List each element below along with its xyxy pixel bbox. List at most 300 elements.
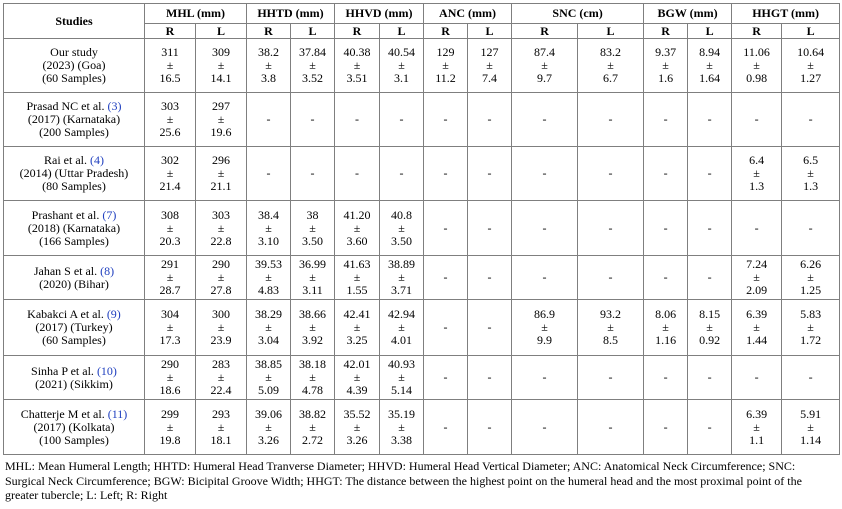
value-cell <box>424 39 468 93</box>
value-text: 83.2 <box>600 45 622 59</box>
plus-minus-sign: ± <box>353 58 361 72</box>
value-cell <box>512 147 578 201</box>
value-text: 1.55 <box>346 283 368 297</box>
value-text: 299 <box>161 406 179 421</box>
value-text: 0.92 <box>699 333 721 347</box>
value-text: 2.72 <box>302 432 323 447</box>
value-cell <box>380 400 424 455</box>
value-text: - <box>542 112 547 126</box>
value-text: 1.6 <box>658 71 674 85</box>
plus-minus-sign: ± <box>398 270 405 284</box>
value-cell <box>644 201 688 256</box>
study-cell <box>4 147 145 201</box>
reference-link[interactable]: (7) <box>102 207 117 222</box>
value-cell <box>335 39 380 93</box>
value-cell <box>782 256 840 300</box>
header-side: R <box>512 24 578 39</box>
value-cell <box>335 300 380 356</box>
value-text: 311 <box>161 45 179 59</box>
plus-minus-sign: ± <box>265 220 272 235</box>
value-cell <box>782 39 840 93</box>
value-cell <box>512 356 578 400</box>
reference-link[interactable]: (10) <box>96 363 117 378</box>
value-cell <box>335 256 380 300</box>
value-text: 1.72 <box>800 333 822 347</box>
value-cell <box>424 400 468 455</box>
value-text: 6.4 <box>749 153 765 167</box>
table-row <box>4 400 840 455</box>
value-text: 1.3 <box>803 179 819 193</box>
value-text: 35.19 <box>388 406 416 421</box>
plus-minus-sign: ± <box>309 320 316 334</box>
value-cell <box>247 300 291 356</box>
value-text: - <box>808 112 813 126</box>
value-text: - <box>707 370 712 384</box>
value-text: - <box>707 220 712 235</box>
value-text: 16.5 <box>159 71 181 85</box>
value-cell <box>578 39 644 93</box>
header-side: L <box>782 24 840 39</box>
value-text: 18.1 <box>210 432 232 447</box>
header-side: R <box>247 24 291 39</box>
header-group: MHL (mm) <box>145 4 247 24</box>
plus-minus-sign: ± <box>265 58 272 72</box>
value-cell <box>782 356 840 400</box>
plus-minus-sign: ± <box>353 419 361 434</box>
value-text: - <box>399 166 404 180</box>
value-cell <box>644 93 688 147</box>
value-cell <box>424 300 468 356</box>
study-text: Sinha P et al. <box>31 363 97 378</box>
value-text: 21.4 <box>159 179 181 193</box>
value-cell <box>782 93 840 147</box>
value-text: 40.8 <box>391 207 413 222</box>
table-row <box>4 147 840 201</box>
value-text: - <box>707 270 712 284</box>
value-text: - <box>608 220 613 235</box>
value-cell <box>688 256 732 300</box>
value-text: 20.3 <box>159 233 181 248</box>
value-text: 1.27 <box>800 71 822 85</box>
study-cell <box>4 201 145 256</box>
plus-minus-sign: ± <box>662 320 669 334</box>
value-text: 3.26 <box>346 432 368 447</box>
value-cell <box>247 256 291 300</box>
plus-minus-sign: ± <box>217 419 225 434</box>
value-text: - <box>443 270 448 284</box>
value-cell <box>578 201 644 256</box>
header-group: HHVD (mm) <box>335 4 424 24</box>
plus-minus-sign: ± <box>166 220 174 235</box>
study-line <box>4 235 144 248</box>
value-text: 296 <box>212 153 230 167</box>
study-line <box>4 378 144 391</box>
study-text: (100 Samples) <box>39 432 109 447</box>
value-text: 303 <box>161 99 179 113</box>
study-text: (2014) (Uttar Pradesh) <box>19 166 129 180</box>
reference-link[interactable]: (4) <box>89 153 104 167</box>
value-text: 302 <box>161 153 179 167</box>
value-text: 3.71 <box>391 283 413 297</box>
value-text: 42.01 <box>343 357 371 371</box>
header-side: L <box>688 24 732 39</box>
value-cell <box>335 93 380 147</box>
value-cell <box>732 400 782 455</box>
plus-minus-sign: ± <box>217 220 225 235</box>
plus-minus-sign: ± <box>753 320 760 334</box>
value-text: 1.16 <box>655 333 677 347</box>
value-cell <box>196 300 247 356</box>
study-text: Kabakci A et al. <box>27 307 107 321</box>
value-cell <box>145 356 196 400</box>
value-text: - <box>487 220 492 235</box>
header-side: L <box>578 24 644 39</box>
value-text: 11.06 <box>743 45 770 59</box>
table-row <box>4 93 840 147</box>
value-text: 38.4 <box>258 207 279 222</box>
value-cell <box>424 147 468 201</box>
value-text: 8.94 <box>699 45 721 59</box>
value-text: 37.84 <box>299 45 326 59</box>
value-text: 290 <box>161 357 179 371</box>
value-text: 22.8 <box>210 233 232 248</box>
value-text: - <box>542 419 547 434</box>
value-cell <box>196 256 247 300</box>
value-text: - <box>808 220 813 235</box>
value-cell <box>644 256 688 300</box>
value-cell <box>145 300 196 356</box>
value-cell <box>688 300 732 356</box>
plus-minus-sign: ± <box>807 166 814 180</box>
plus-minus-sign: ± <box>541 320 548 334</box>
value-text: 38.89 <box>388 257 416 271</box>
value-text: 8.06 <box>655 307 677 321</box>
header-row-groups <box>4 4 840 24</box>
value-text: 14.1 <box>210 71 232 85</box>
value-cell <box>424 93 468 147</box>
value-text: 3.1 <box>394 71 410 85</box>
value-cell <box>468 356 512 400</box>
value-cell <box>380 147 424 201</box>
value-cell <box>424 201 468 256</box>
header-group: BGW (mm) <box>644 4 732 24</box>
value-cell <box>468 256 512 300</box>
value-cell <box>247 147 291 201</box>
value-cell <box>688 147 732 201</box>
value-cell <box>247 93 291 147</box>
value-cell <box>196 356 247 400</box>
value-text: - <box>443 370 448 384</box>
plus-minus-sign: ± <box>706 320 713 334</box>
value-text: 127 <box>480 45 499 59</box>
study-cell <box>4 93 145 147</box>
plus-minus-sign: ± <box>753 270 760 284</box>
study-text: (2020) (Bihar) <box>39 276 109 291</box>
value-text: - <box>754 370 759 384</box>
study-text: (166 Samples) <box>39 233 109 248</box>
study-text: (2017) (Kolkata) <box>33 419 115 434</box>
value-cell <box>380 93 424 147</box>
value-cell <box>291 400 335 455</box>
value-text: 3.04 <box>258 333 279 347</box>
value-text: 40.54 <box>388 45 416 59</box>
value-cell <box>380 300 424 356</box>
plus-minus-sign: ± <box>265 320 272 334</box>
value-text: - <box>355 112 360 126</box>
plus-minus-sign: ± <box>398 58 405 72</box>
plus-minus-sign: ± <box>309 270 316 284</box>
value-cell <box>512 201 578 256</box>
value-cell <box>732 39 782 93</box>
plus-minus-sign: ± <box>217 58 225 72</box>
value-text: 1.14 <box>800 432 822 447</box>
plus-minus-sign: ± <box>309 370 316 384</box>
value-text: 1.1 <box>749 432 765 447</box>
plus-minus-sign: ± <box>353 270 361 284</box>
value-cell <box>578 356 644 400</box>
value-cell <box>291 300 335 356</box>
plus-minus-sign: ± <box>166 58 174 72</box>
value-cell <box>732 201 782 256</box>
value-cell <box>247 356 291 400</box>
value-text: - <box>542 166 547 180</box>
value-text: - <box>487 270 492 284</box>
header-side: R <box>335 24 380 39</box>
value-text: - <box>443 419 448 434</box>
value-cell <box>644 300 688 356</box>
value-cell <box>380 256 424 300</box>
value-cell <box>644 356 688 400</box>
value-text: 87.4 <box>534 45 556 59</box>
plus-minus-sign: ± <box>486 58 493 72</box>
value-text: 3.25 <box>346 333 368 347</box>
value-text: 6.39 <box>746 307 768 321</box>
value-text: 39.53 <box>255 257 282 271</box>
header-side: R <box>644 24 688 39</box>
value-text: 22.4 <box>210 383 232 397</box>
plus-minus-sign: ± <box>807 320 814 334</box>
value-cell <box>512 300 578 356</box>
value-text: 38.85 <box>255 357 282 371</box>
value-cell <box>468 201 512 256</box>
value-text: 10.64 <box>797 45 825 59</box>
plus-minus-sign: ± <box>217 370 225 384</box>
value-text: 1.3 <box>749 179 765 193</box>
study-text: Chatterje M et al. <box>20 406 108 421</box>
value-text: 17.3 <box>159 333 181 347</box>
value-text: - <box>443 220 448 235</box>
value-text: - <box>355 166 360 180</box>
value-cell <box>732 93 782 147</box>
study-text: (2023) (Goa) <box>42 58 106 72</box>
value-text: 41.63 <box>343 257 371 271</box>
value-text: 4.83 <box>258 283 279 297</box>
value-cell <box>335 356 380 400</box>
value-text: 5.09 <box>258 383 279 397</box>
value-cell <box>424 356 468 400</box>
value-cell <box>380 39 424 93</box>
value-cell <box>335 147 380 201</box>
table-body <box>4 39 840 455</box>
value-cell <box>732 300 782 356</box>
study-line <box>4 180 144 193</box>
value-cell <box>335 201 380 256</box>
value-text: 23.9 <box>210 333 232 347</box>
value-text: - <box>608 370 613 384</box>
plus-minus-sign: ± <box>166 166 174 180</box>
value-text: 3.50 <box>302 233 323 248</box>
value-cell <box>512 93 578 147</box>
value-text: 3.8 <box>261 71 276 85</box>
value-cell <box>468 147 512 201</box>
value-text: - <box>663 166 668 180</box>
value-cell <box>688 201 732 256</box>
table-footnote: MHL: Mean Humeral Length; HHTD: Humeral Head Tranverse Diameter; HHVD: Humeral Head Vertical Diameter; ANC: Anatomical Neck Circumference; SNC: Surgical Neck Circumference; BGW: Bicipital Groove Width; HHGT: The distance between the highest point on the humeral head and the most proximal point of the greater tubercle; L: Left; R: Right <box>5 459 802 502</box>
header-side: R <box>424 24 468 39</box>
value-text: - <box>310 166 315 180</box>
value-cell <box>196 39 247 93</box>
study-line <box>4 278 144 291</box>
value-cell <box>291 256 335 300</box>
value-text: 3.50 <box>391 233 413 248</box>
value-cell <box>335 400 380 455</box>
reference-link[interactable]: (9) <box>106 307 121 321</box>
header-group: HHGT (mm) <box>732 4 840 24</box>
study-cell <box>4 39 145 93</box>
reference-link[interactable]: (8) <box>100 263 115 278</box>
plus-minus-sign: ± <box>398 370 405 384</box>
value-text: 129 <box>436 45 455 59</box>
study-line <box>4 434 144 447</box>
value-cell <box>196 201 247 256</box>
value-text: - <box>542 220 547 235</box>
plus-minus-sign: ± <box>353 320 361 334</box>
value-text: 2.09 <box>746 283 768 297</box>
value-cell <box>732 256 782 300</box>
value-text: 3.38 <box>391 432 413 447</box>
value-text: 5.91 <box>800 406 822 421</box>
value-text: 40.93 <box>388 357 416 371</box>
header-side: L <box>380 24 424 39</box>
value-text: - <box>487 320 492 334</box>
value-text: 0.98 <box>746 71 768 85</box>
value-text: 300 <box>212 307 230 321</box>
value-text: 19.6 <box>210 125 232 139</box>
value-text: 6.26 <box>800 257 822 271</box>
value-text: 8.5 <box>603 333 619 347</box>
header-group: SNC (cm) <box>512 4 644 24</box>
value-cell <box>782 147 840 201</box>
value-text: - <box>443 320 448 334</box>
plus-minus-sign: ± <box>217 166 225 180</box>
study-text: (2017) (Karnataka) <box>27 112 121 126</box>
value-text: 8.15 <box>699 307 721 321</box>
value-cell <box>732 147 782 201</box>
value-text: 6.5 <box>803 153 819 167</box>
value-text: 28.7 <box>159 283 181 297</box>
value-cell <box>688 39 732 93</box>
plus-minus-sign: ± <box>442 58 449 72</box>
value-cell <box>644 400 688 455</box>
value-text: 9.37 <box>655 45 677 59</box>
plus-minus-sign: ± <box>166 320 174 334</box>
value-cell <box>512 256 578 300</box>
plus-minus-sign: ± <box>398 320 405 334</box>
header-side: L <box>468 24 512 39</box>
plus-minus-sign: ± <box>265 370 272 384</box>
value-text: - <box>808 370 813 384</box>
value-text: - <box>608 419 613 434</box>
value-cell <box>468 39 512 93</box>
value-text: - <box>487 419 492 434</box>
comparison-table <box>3 3 840 455</box>
value-cell <box>291 356 335 400</box>
study-cell <box>4 400 145 455</box>
value-cell <box>732 356 782 400</box>
value-cell <box>688 400 732 455</box>
value-text: - <box>443 112 448 126</box>
plus-minus-sign: ± <box>607 320 614 334</box>
value-cell <box>782 400 840 455</box>
value-text: - <box>266 112 271 126</box>
plus-minus-sign: ± <box>753 419 760 434</box>
value-cell <box>578 93 644 147</box>
plus-minus-sign: ± <box>807 270 814 284</box>
value-text: 38.18 <box>299 357 326 371</box>
value-text: 4.78 <box>302 383 323 397</box>
reference-link[interactable]: (11) <box>107 406 128 421</box>
value-cell <box>512 400 578 455</box>
value-text: 304 <box>161 307 179 321</box>
value-text: 35.52 <box>343 406 371 421</box>
value-cell <box>145 147 196 201</box>
plus-minus-sign: ± <box>217 320 225 334</box>
value-cell <box>247 201 291 256</box>
study-text: Rai et al. <box>44 153 90 167</box>
plus-minus-sign: ± <box>265 270 272 284</box>
header-group: ANC (mm) <box>424 4 512 24</box>
study-text: Prashant et al. <box>31 207 103 222</box>
plus-minus-sign: ± <box>607 58 614 72</box>
reference-link[interactable]: (3) <box>107 99 122 113</box>
value-cell <box>644 147 688 201</box>
plus-minus-sign: ± <box>662 58 669 72</box>
value-text: - <box>542 370 547 384</box>
value-cell <box>145 256 196 300</box>
value-text: - <box>754 220 759 235</box>
value-cell <box>468 93 512 147</box>
value-cell <box>247 400 291 455</box>
value-cell <box>782 201 840 256</box>
header-group: HHTD (mm) <box>247 4 335 24</box>
value-cell <box>196 93 247 147</box>
value-text: 5.14 <box>391 383 413 397</box>
value-text: - <box>487 112 492 126</box>
value-text: 7.24 <box>746 257 768 271</box>
study-cell <box>4 256 145 300</box>
value-text: 36.99 <box>299 257 326 271</box>
value-cell <box>291 39 335 93</box>
value-text: 291 <box>161 257 179 271</box>
value-text: 3.92 <box>302 333 323 347</box>
header-side: L <box>196 24 247 39</box>
value-text: 1.44 <box>746 333 768 347</box>
value-text: 309 <box>212 45 230 59</box>
value-cell <box>578 147 644 201</box>
value-text: 27.8 <box>210 283 232 297</box>
value-text: 297 <box>212 99 230 113</box>
value-text: - <box>443 166 448 180</box>
